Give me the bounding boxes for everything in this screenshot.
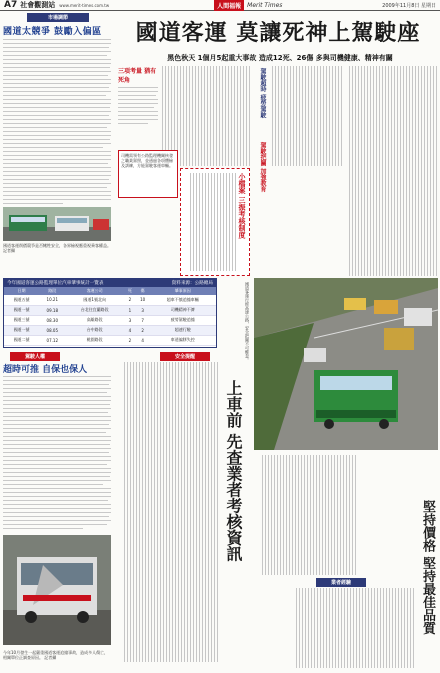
inset-block xyxy=(118,66,158,146)
opinion-body xyxy=(256,588,414,668)
table-header: 死 xyxy=(124,287,136,295)
table-cell: 疲勞駕駛追撞 xyxy=(150,315,216,325)
table-cell: 2 xyxy=(124,295,136,305)
table-cell: 超車不慎追撞車輛 xyxy=(150,295,216,305)
table-cell: 10 xyxy=(136,295,150,305)
table-source: 資料來源：公路總局 xyxy=(171,281,213,286)
highway-illustration xyxy=(254,278,438,450)
main-body-text-3 xyxy=(345,66,437,276)
table-header-row xyxy=(4,287,216,295)
lower-left-body xyxy=(3,376,111,532)
left-photo-caption-mark: 記者攝 xyxy=(3,248,15,253)
table-cell: 高雄路段 xyxy=(65,315,124,325)
table-cell: 國道一號 xyxy=(4,305,39,315)
table-cell: 國道二號 xyxy=(4,335,39,345)
table-cell: 國道一號 xyxy=(4,325,39,335)
accident-photo-caption xyxy=(3,650,111,660)
table-row xyxy=(4,325,216,335)
table-header: 客運公司 xyxy=(65,287,124,295)
table-cell: 車道偏移失控 xyxy=(150,335,216,345)
table-cell: 08.05 xyxy=(39,325,65,335)
callout-text: 司機需領有公路監理機關核發之職業駕照，並通過各項體檢及訓練，方能駕駛客運車輛。 xyxy=(121,153,173,168)
highway-photo xyxy=(254,278,438,450)
left-body-text xyxy=(3,39,113,204)
accident-table xyxy=(3,278,217,348)
table-cell: 國道五號 xyxy=(4,295,39,305)
left-photo-caption-text: 國道客運削價競爭是否犧牲安全，各界檢視應重視乘客權益。 xyxy=(3,243,111,248)
table-header: 日期 xyxy=(4,287,39,295)
opinion-category: 業者經驗 xyxy=(316,578,366,587)
inset-headline: 三項考量 猶有死角 xyxy=(118,68,157,84)
highway-photo-caption: 國道客運行經高速公路，安全把關不可輕忽。 xyxy=(245,282,250,362)
table-cell: 台北往宜蘭路段 xyxy=(65,305,124,315)
left-category-label: 市場調節 xyxy=(27,13,89,22)
table-cell: 超速行駛 xyxy=(150,325,216,335)
table-row xyxy=(4,295,216,305)
bus-illustration xyxy=(3,207,111,241)
bus-photo-left xyxy=(3,207,111,241)
section-name: 社會觀測站 xyxy=(20,1,56,9)
page-code: A7 xyxy=(4,0,18,10)
side-head-1: 駕駛超時 疲勞駕駛 xyxy=(259,68,266,119)
opinion-vertical-headline: 堅持價格 堅持最佳品質 xyxy=(420,500,435,635)
table-cell: 3 xyxy=(124,315,136,325)
callout-box xyxy=(118,150,178,198)
table-row xyxy=(4,305,216,315)
main-subheadline: 黑色秋天 1個月5起重大事故 造成12死、26傷 多與司機健康、精神有關 xyxy=(167,54,393,62)
brand-logo: 人間福報 xyxy=(214,0,244,11)
safety-category: 安全提醒 xyxy=(160,352,210,361)
lower-left-headline: 超時可推 自保也保人 xyxy=(3,365,88,375)
file-box-head: 小檔案 三振考核制度 xyxy=(238,173,247,239)
file-box xyxy=(180,168,250,276)
accident-photo-caption-text: 今年10月發生一起嚴重國道客運追撞事故，造成多人傷亡，相關單位正調查原因。 xyxy=(3,650,109,660)
table-cell: 2 xyxy=(124,335,136,345)
table-cell: 10.21 xyxy=(39,295,65,305)
table-cell: 09.18 xyxy=(39,305,65,315)
table-cell: 7 xyxy=(136,315,150,325)
table-cell: 台中路段 xyxy=(65,325,124,335)
left-photo-caption xyxy=(3,243,113,253)
table-cell: 4 xyxy=(136,335,150,345)
table-cell: 07.12 xyxy=(39,335,65,345)
side-head-2: 駕駛把關 加強教育 xyxy=(259,142,266,193)
safety-body xyxy=(118,362,218,662)
table-cell: 2 xyxy=(136,325,150,335)
table-header: 路段 xyxy=(39,287,65,295)
issue-date: 2009年11月8日 星期日 xyxy=(382,2,436,9)
table-cell: 4 xyxy=(124,325,136,335)
main-body-text-2 xyxy=(270,66,342,166)
accident-photo-caption-mark: 記者攝 xyxy=(44,655,57,660)
site-url[interactable]: www.merit-times.com.tw xyxy=(59,2,110,8)
table-cell: 國道三號 xyxy=(4,315,39,325)
main-headline: 國道客運 莫讓死神上駕駛座 xyxy=(135,20,421,46)
stats-table xyxy=(4,287,216,346)
under-photo-body xyxy=(256,455,356,575)
accident-illustration xyxy=(3,535,111,645)
masthead xyxy=(0,0,440,11)
lower-left-category: 駕駛人權 xyxy=(10,352,60,361)
table-row xyxy=(4,335,216,345)
table-row xyxy=(4,315,216,325)
table-cell: 3 xyxy=(136,305,150,315)
table-cell: 08.30 xyxy=(39,315,65,325)
accident-photo xyxy=(3,535,111,645)
table-cell: 1 xyxy=(124,305,136,315)
table-header: 肇事原因 xyxy=(150,287,216,295)
left-headline: 國道太競爭 鼓勵入偏區 xyxy=(3,27,102,37)
safety-vertical-headline: 上車前 先查業者考核資訊 xyxy=(224,380,243,562)
table-cell: 司機精神不濟 xyxy=(150,305,216,315)
table-header: 傷 xyxy=(136,287,150,295)
table-cell: 國道1號北向 xyxy=(65,295,124,305)
table-title-bar xyxy=(4,279,216,287)
table-title: 今年國道客運公路監理單位汽車肇事統計一覽表 xyxy=(7,281,104,286)
brand-en: Merit Times xyxy=(247,1,283,9)
table-cell: 桃園路段 xyxy=(65,335,124,345)
